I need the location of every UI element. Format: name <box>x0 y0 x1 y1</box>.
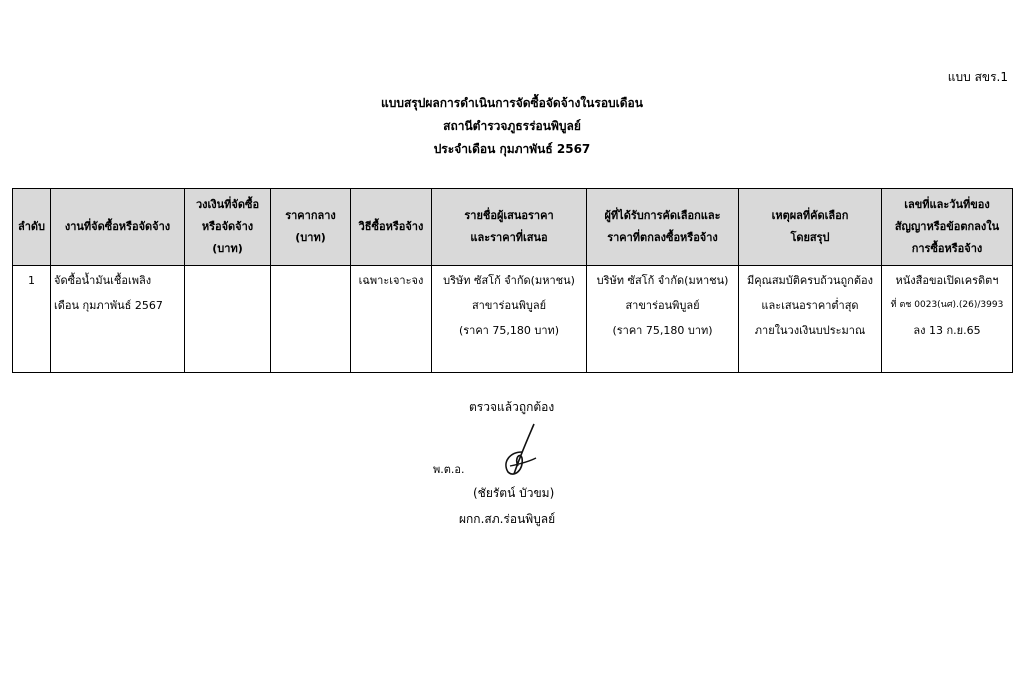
header-work <box>51 189 185 266</box>
header-contract-line: สัญญาหรือข้อตกลงใน <box>894 220 1000 233</box>
header-bidders-line: รายชื่อผู้เสนอราคา <box>464 209 554 222</box>
title-line-2: สถานีตำรวจภูธรร่อนพิบูลย์ <box>443 119 581 133</box>
header-selected <box>587 189 739 266</box>
verified-text: ตรวจแล้วถูกต้อง <box>469 400 555 414</box>
header-work-line: งานที่จัดซื้อหรือจัดจ้าง <box>64 220 171 233</box>
cell-contract-line: ลง 13 ก.ย.65 <box>913 324 981 337</box>
header-median-line: (บาท) <box>295 231 326 244</box>
header-no-line: ลำดับ <box>17 220 46 233</box>
header-bidders-line: และราคาที่เสนอ <box>470 231 548 244</box>
cell-work-line: จัดซื้อน้ำมันเชื้อเพลิง <box>54 274 152 287</box>
header-reason <box>739 189 882 266</box>
header-contract-line: การซื้อหรือจ้าง <box>911 242 983 255</box>
header-budget-line: วงเงินที่จัดซื้อ <box>195 198 260 211</box>
signer-position: ผกก.สภ.ร่อนพิบูลย์ <box>459 512 556 526</box>
cell-contract <box>882 266 1013 373</box>
cell-selected <box>587 266 739 373</box>
signer-rank: พ.ต.อ. <box>433 463 465 476</box>
cell-selected-line: สาขาร่อนพิบูลย์ <box>625 299 700 312</box>
header-median-line: ราคากลาง <box>285 209 336 222</box>
cell-bidders <box>432 266 587 373</box>
cell-no-text: 1 <box>28 274 35 287</box>
header-median-price <box>271 189 351 266</box>
header-selected-line: ราคาที่ตกลงซื้อหรือจ้าง <box>607 231 718 244</box>
cell-bidders-line: สาขาร่อนพิบูลย์ <box>471 299 547 312</box>
cell-reason-line: มีคุณสมบัติครบถ้วนถูกต้อง <box>747 274 873 287</box>
table-row <box>13 266 1013 373</box>
header-method-line: วิธีซื้อหรือจ้าง <box>358 220 424 233</box>
header-budget <box>185 189 271 266</box>
cell-selected-line: (ราคา 75,180 บาท) <box>612 324 713 337</box>
header-reason-line: โดยสรุป <box>790 231 830 244</box>
table-header-row <box>13 189 1013 266</box>
cell-reason <box>739 266 882 373</box>
header-method <box>351 189 432 266</box>
title-line-3: ประจำเดือน กุมภาพันธ์ 2567 <box>433 142 591 156</box>
header-no <box>13 189 51 266</box>
cell-contract-line: ที่ ตช 0023(นศ).(26)/3993 <box>890 300 1004 310</box>
cell-bidders-line: (ราคา 75,180 บาท) <box>458 324 560 337</box>
cell-work <box>51 266 185 373</box>
cell-reason-line: และเสนอราคาต่ำสุด <box>761 299 859 312</box>
cell-contract-line: หนังสือขอเปิดเครดิตฯ <box>895 274 999 287</box>
document-title <box>0 92 1024 161</box>
title-line-1: แบบสรุปผลการดำเนินการจัดซื้อจัดจ้างในรอบเดือน <box>381 96 643 110</box>
cell-method <box>351 266 432 373</box>
signer-name: (ชัยรัตน์ บัวขม) <box>473 486 555 500</box>
cell-work-line: เดือน กุมภาพันธ์ 2567 <box>54 299 163 312</box>
header-contract <box>882 189 1013 266</box>
cell-median-price <box>271 266 351 373</box>
procurement-summary-table <box>12 188 1013 373</box>
cell-bidders-line: บริษัท ซัสโก้ จำกัด(มหาชน) <box>443 274 575 287</box>
cell-budget <box>185 266 271 373</box>
cell-selected-line: บริษัท ซัสโก้ จำกัด(มหาชน) <box>596 274 729 287</box>
cell-reason-line: ภายในวงเงินบประมาณ <box>754 324 866 337</box>
header-selected-line: ผู้ที่ได้รับการคัดเลือกและ <box>604 209 721 222</box>
header-budget-line: หรือจัดจ้าง <box>201 220 254 233</box>
header-contract-line: เลขที่และวันที่ของ <box>904 198 990 211</box>
form-code: แบบ สขร.1 <box>947 70 1008 84</box>
header-budget-line: (บาท) <box>212 242 243 255</box>
header-bidders <box>432 189 587 266</box>
header-reason-line: เหตุผลที่คัดเลือก <box>771 209 849 222</box>
cell-no <box>13 266 51 373</box>
handwritten-signature <box>490 422 550 482</box>
cell-method-text: เฉพาะเจาะจง <box>358 274 424 287</box>
